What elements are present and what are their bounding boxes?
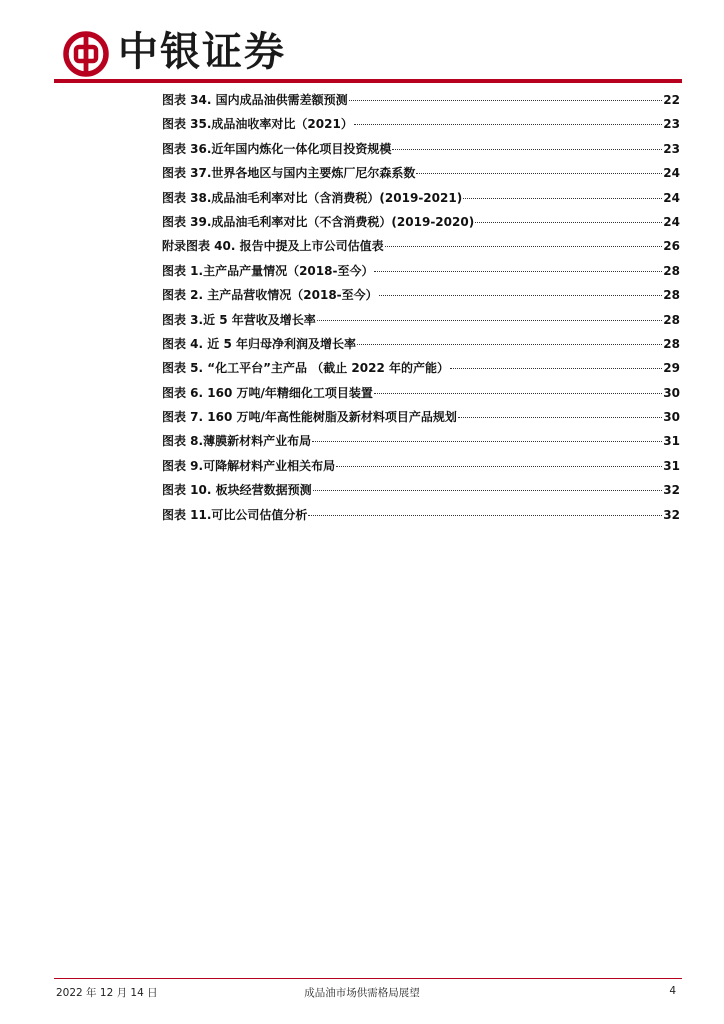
brand-name: 中银证券 (118, 28, 286, 75)
toc-entry-label[interactable]: 图表 38.成品油毛利率对比（含消费税）(2019-2021) (162, 190, 463, 205)
toc-entry[interactable] (162, 210, 680, 234)
toc-entry[interactable] (162, 381, 680, 405)
toc-entry-page[interactable]: 28 (663, 312, 680, 327)
toc-dot-leader (385, 246, 663, 247)
header-divider (54, 79, 682, 83)
toc-entry-page[interactable]: 30 (663, 385, 680, 400)
toc-entry-label[interactable]: 附录图表 40. 报告中提及上市公司估值表 (162, 239, 384, 254)
toc-entry-page[interactable]: 28 (663, 336, 680, 351)
toc-entry[interactable] (162, 308, 680, 332)
toc-entry-label[interactable]: 图表 2. 主产品营收情况（2018-至今） (162, 288, 378, 303)
toc-entry-label[interactable]: 图表 11.可比公司估值分析 (162, 507, 308, 522)
table-of-figures (162, 88, 680, 527)
toc-dot-leader (392, 149, 662, 150)
toc-dot-leader (463, 198, 662, 199)
toc-dot-leader (458, 417, 662, 418)
toc-dot-leader (312, 441, 662, 442)
toc-entry[interactable] (162, 429, 680, 453)
toc-entry[interactable] (162, 112, 680, 136)
footer-report-title: 成品油市场供需格局展望 (304, 987, 420, 999)
toc-dot-leader (349, 100, 663, 101)
toc-entry-page[interactable]: 32 (663, 507, 680, 522)
toc-entry-label[interactable]: 图表 10. 板块经营数据预测 (162, 483, 312, 498)
toc-entry[interactable] (162, 137, 680, 161)
toc-entry-page[interactable]: 32 (663, 483, 680, 498)
footer-page-number: 4 (669, 985, 676, 997)
toc-entry[interactable] (162, 88, 680, 112)
toc-dot-leader (313, 490, 663, 491)
toc-entry-label[interactable]: 图表 5. “化工平台”主产品 （截止 2022 年的产能） (162, 361, 449, 376)
toc-entry[interactable] (162, 478, 680, 502)
toc-entry[interactable] (162, 234, 680, 258)
toc-entry-page[interactable]: 31 (663, 458, 680, 473)
toc-entry-page[interactable]: 28 (663, 263, 680, 278)
toc-entry[interactable] (162, 356, 680, 380)
toc-entry-label[interactable]: 图表 8.薄膜新材料产业布局 (162, 434, 312, 449)
toc-entry-label[interactable]: 图表 37.世界各地区与国内主要炼厂尼尔森系数 (162, 166, 416, 181)
toc-dot-leader (374, 271, 662, 272)
toc-entry-page[interactable]: 29 (663, 361, 680, 376)
toc-entry-label[interactable]: 图表 7. 160 万吨/年高性能树脂及新材料项目产品规划 (162, 410, 457, 425)
toc-dot-leader (379, 295, 663, 296)
toc-entry[interactable] (162, 454, 680, 478)
toc-entry[interactable] (162, 259, 680, 283)
toc-entry-page[interactable]: 22 (663, 93, 680, 107)
toc-entry-page[interactable]: 30 (663, 410, 680, 425)
toc-entry-label[interactable]: 图表 9.可降解材料产业相关布局 (162, 458, 336, 473)
toc-entry[interactable] (162, 186, 680, 210)
toc-entry-page[interactable]: 23 (663, 141, 680, 156)
toc-dot-leader (354, 124, 662, 125)
toc-entry-page[interactable]: 28 (663, 288, 680, 303)
toc-entry[interactable] (162, 405, 680, 429)
toc-entry-label[interactable]: 图表 3.近 5 年营收及增长率 (162, 312, 316, 327)
toc-entry-label[interactable]: 图表 36.近年国内炼化一体化项目投资规模 (162, 141, 392, 156)
toc-entry-label[interactable]: 图表 39.成品油毛利率对比（不含消费税）(2019-2020) (162, 214, 475, 229)
toc-entry-label[interactable]: 图表 34. 国内成品油供需差额预测 (162, 93, 348, 107)
toc-entry-page[interactable]: 24 (663, 166, 680, 181)
toc-entry-page[interactable]: 24 (663, 214, 680, 229)
footer-divider (54, 978, 682, 979)
toc-entry-page[interactable]: 31 (663, 434, 680, 449)
toc-entry-label[interactable]: 图表 1.主产品产量情况（2018-至今） (162, 263, 374, 278)
toc-dot-leader (317, 320, 663, 321)
footer-date: 2022 年 12 月 14 日 (56, 987, 158, 999)
toc-entry-label[interactable]: 图表 6. 160 万吨/年精细化工项目装置 (162, 385, 373, 400)
toc-entry[interactable] (162, 503, 680, 527)
toc-entry-page[interactable]: 24 (663, 190, 680, 205)
toc-entry-page[interactable]: 26 (663, 239, 680, 254)
toc-dot-leader (416, 173, 662, 174)
toc-entry-label[interactable]: 图表 4. 近 5 年归母净利润及增长率 (162, 336, 356, 351)
bank-of-china-logo-icon (62, 30, 110, 78)
toc-entry-page[interactable]: 23 (663, 117, 680, 132)
toc-dot-leader (374, 393, 662, 394)
toc-entry[interactable] (162, 332, 680, 356)
toc-dot-leader (336, 466, 662, 467)
toc-dot-leader (357, 344, 662, 345)
toc-dot-leader (475, 222, 662, 223)
toc-entry[interactable] (162, 161, 680, 185)
toc-entry-label[interactable]: 图表 35.成品油收率对比（2021） (162, 117, 353, 132)
toc-dot-leader (308, 515, 662, 516)
page-header (0, 0, 724, 90)
toc-entry[interactable] (162, 283, 680, 307)
toc-dot-leader (450, 368, 662, 369)
